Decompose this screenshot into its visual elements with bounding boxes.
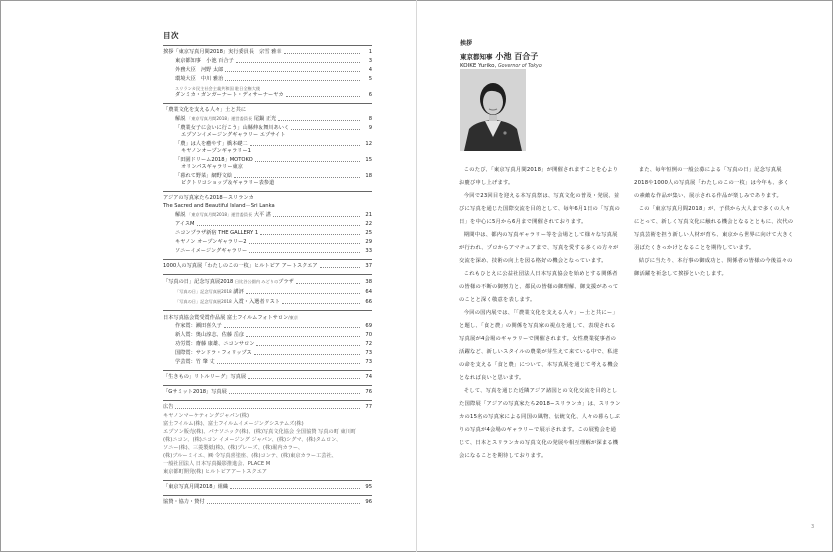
- sponsor-line: 東京都町開発(株) ヒルトピアアートスクエア: [163, 469, 267, 475]
- toc-entry[interactable]: 協賛・協力・賛付 96: [163, 499, 372, 505]
- sponsor-line: キヤノンマーケティングジャパン(株): [163, 413, 250, 419]
- toc-entry[interactable]: 1000人の写真展「わたしのこの一枚」ヒルトピア アートスクエア 37: [163, 263, 372, 269]
- toc-section-heading: 日本写真協会賞受賞作品展 富士フイルムフォトサロン/東京: [163, 315, 299, 321]
- toc-entry[interactable]: ソニーイメージングギャラリー 33: [175, 248, 372, 254]
- body-paragraph: 結びに当たり、本行事の御成功と、関係者の皆様の今後益々の御活躍を祈念して挨拶といたします。: [634, 258, 793, 277]
- body-paragraph: また、毎年恒例の一般公募による「写真の日」記念写真展2018や1000人の写真展「わたしのこの一枚」は今年も、多くの素敵な作品が集い、展示される作品が楽しみであります。: [634, 167, 789, 199]
- body-paragraph: この「東京写真月間2018」が、子供から大人まで多くの人々にとって、新しく写真文化に触れる機会となるとともに、次代の写真芸術を担う新しい人材が育ち、東京から世界に向けて大きく羽ばたくきっかけとなることを期待しています。: [634, 206, 794, 251]
- author-line: 東京都知事 小池 百合子: [460, 52, 539, 61]
- divider: [163, 103, 372, 104]
- toc-entry[interactable]: 「写真の日」記念写真展2018 入賞・入選者リスト 66: [175, 299, 372, 305]
- toc-section-heading: アジアの写真家たち2018－スリランカ: [163, 195, 254, 201]
- toc-entry[interactable]: 「東京写真月間2018」組織 95: [163, 484, 372, 490]
- body-paragraph: 今回の国内展では、「「農業文化を支える人々」ー土と共にー」と題し、「食と農」の関係を写真家の視点を通して、表現される写真展が4会場のギャラリーで開催されます。女性農業従事者の活躍など、新しいスタイルの農業が芽生えて来ている中で、私達の命を支える「食と農」について、本写真展を通じて考える機会となれば良いと思います。: [459, 310, 619, 381]
- divider: [163, 370, 372, 371]
- divider: [163, 310, 372, 311]
- body-paragraph: そして、写真を通じた近隣アジア諸国との文化交流を目的とした国際展「アジアの写真家たち2018−スリランカ」は、スリランカの15名の写真家による同国の風物、伝統文化、人々の暮らしぶりの写真が4会場のギャラリーで展示されます。この展覧会を通じて、日本とスリランカの写真文化の発展や相互理解が深まる機会になることを期待しております。: [459, 388, 621, 459]
- toc-entry[interactable]: 「暮れて野菜」網野文絵 18 ピクトリコショップ＆ギャラリー表参道: [175, 173, 372, 186]
- divider: [163, 45, 372, 46]
- sponsor-line: 一般社団法人 日本写真撮影推進会、PLACE M: [163, 461, 271, 467]
- page-number: 3: [811, 524, 815, 530]
- toc-entry[interactable]: 広告 77: [163, 404, 372, 410]
- toc-section-heading: 「農業文化を支える人々」土と共に: [163, 107, 247, 113]
- toc-entry[interactable]: 「田園ドリーム2018」MOTOKO 15 オリンパスギャラリー東京: [175, 157, 372, 170]
- divider: [163, 480, 372, 481]
- body-paragraph: 今回で23回目を迎える本写真祭は、写真文化の普及・発展、並びに写真を通じた国際交流を目的として、毎年6月1日の「写真の日」を中心に5月から6月まで開催されております。: [459, 193, 620, 225]
- toc-entry[interactable]: 環境大臣 中川 雅治 5: [175, 76, 372, 82]
- divider: [163, 259, 372, 260]
- toc-entry[interactable]: 「写真の日」記念写真展2018 日比谷公園内 みどりのプラザ 38: [163, 279, 372, 285]
- page-gutter: [416, 0, 417, 552]
- divider: [163, 274, 372, 275]
- sponsor-line: ソニー(株)、三菱製紙(株)、(株)プレーズ、(株)堀内カラー、: [163, 445, 304, 451]
- toc-entry[interactable]: 学芸賞：竹 肇 丈 73: [175, 359, 372, 365]
- sponsor-line: (株)ニコン、(株)ニコン イメージング ジャパン、(株)シグマ、(株)タムロン、: [163, 437, 342, 443]
- greeting-body-column-2: [634, 164, 794, 281]
- sponsor-line: 富士フイルム(株)、富士フイルムイメージングシステムズ(株): [163, 421, 304, 427]
- portrait-photo: [460, 69, 526, 151]
- sponsor-line: エプソン販売(株)、パナソニック(株)、(株)写真文化協会 全国協賛 写真の町 東川町: [163, 429, 357, 435]
- divider: [163, 191, 372, 192]
- toc-entry[interactable]: 作家賞：瀬田喜久子 69: [175, 323, 372, 329]
- toc-entry[interactable]: キヤノン オープンギャラリー2 29: [175, 239, 372, 245]
- toc-entry[interactable]: 「Gサミット2018」写真展 76: [163, 389, 372, 395]
- toc-entry[interactable]: 解説 「東京写真月間2018」運営委員長 尾鍋 正光 8: [175, 116, 372, 122]
- toc-entry[interactable]: 「生きもの」リトルリーグ」写真展 74: [163, 374, 372, 380]
- sponsor-line: (株)ブルーミイエ、㈱ 令写真喜塗座、(株)コンテ、(株)東京カラー工芸社、: [163, 453, 337, 459]
- greeting-label: 挨拶: [460, 40, 473, 47]
- toc-entry[interactable]: 新人賞：奥山淳志、佐藤 岳彦 70: [175, 332, 372, 338]
- table-of-contents: [163, 30, 372, 508]
- toc-entry[interactable]: スリランカ民主社会主義共和国 駐日全権大使 ダンミカ・ガンガーナート・ディサーナーヤカ 6: [175, 86, 372, 98]
- author-name-en: KOIKE Yuriko, Governor of Tokyo: [460, 63, 542, 69]
- body-paragraph: このたび、「東京写真月間2018」が開催されますことを心よりお慶び申し上げます。: [459, 167, 619, 186]
- toc-entry[interactable]: 外務大臣 河野 太郎 4: [175, 67, 372, 73]
- toc-entry[interactable]: 挨拶「東京写真月間2018」実行委員長 宗雪 雅幸 1: [163, 49, 372, 55]
- body-paragraph: 期間中は、都内の写真ギャラリー等を会場として様々な写真展が行われ、プロからアマチュアまで、写真を愛する多くの方々が交流を深め、技術の向上を図る格好の機会となっています。: [459, 232, 619, 264]
- toc-entry[interactable]: 功労賞：齋藤 康雄、ニコンサロン 72: [175, 341, 372, 347]
- toc-entry[interactable]: ニコンプラザ新宿 THE GALLERY 1 25: [175, 230, 372, 236]
- toc-entry[interactable]: 「農」は人を癒やす」橋本礎二 12 キヤノンオープンギャラリー1: [175, 141, 372, 154]
- governor-portrait: [460, 69, 526, 151]
- greeting-header: [460, 38, 542, 69]
- toc-entry[interactable]: 「写真の日」記念写真展2018 講評 64: [175, 289, 372, 295]
- divider: [163, 385, 372, 386]
- toc-title: 目次: [163, 31, 179, 40]
- toc-section-heading-en: The Sacred and Beautiful Island－Sri Lanka: [163, 203, 275, 209]
- toc-entry[interactable]: 東京都知事 小池 百合子 3: [175, 58, 372, 64]
- author-name: 小池 百合子: [495, 52, 539, 61]
- body-paragraph: これもひとえに公益社団法人日本写真協会を始めとする関係者の皆様の不断の御努力と、都民の皆様の御理解、御支援があってのことと深く敬意を表します。: [459, 271, 619, 303]
- toc-entry[interactable]: 「農業女子に会いに行こう」山縣伸＆舞川あいく 9 エプソンイメージングギャラリー エプサイト: [175, 125, 372, 138]
- toc-entry[interactable]: 解説 「東京写真月間2018」運営委員長 大平 湛 21: [175, 212, 372, 218]
- toc-entry[interactable]: 国際賞：サンドラ・フィリップス 73: [175, 350, 372, 356]
- greeting-body-column-1: [459, 164, 621, 463]
- divider: [163, 400, 372, 401]
- toc-entry[interactable]: アイスM 22: [175, 221, 372, 227]
- divider: [163, 495, 372, 496]
